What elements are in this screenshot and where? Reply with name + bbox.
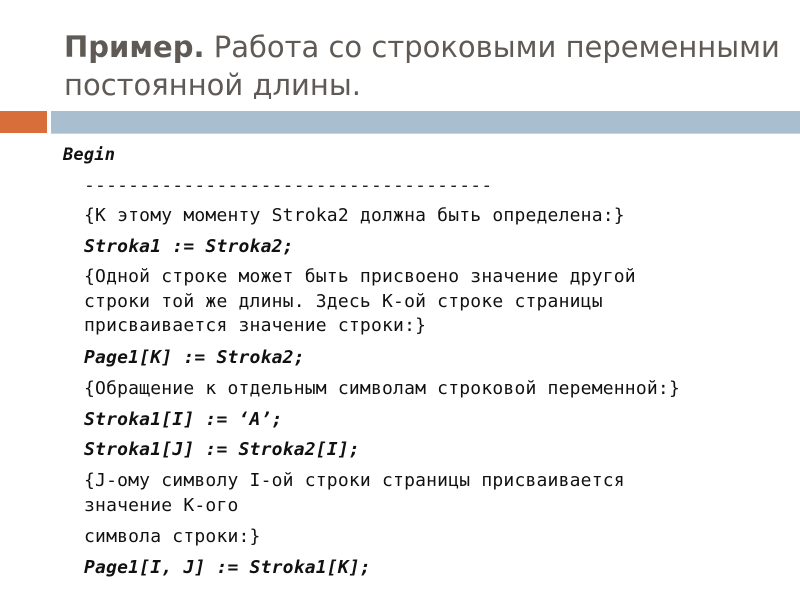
code-statement-4: Stroka1[J] := Stroka2[I];: [84, 439, 360, 460]
code-comment-4-line-2: значение К-ого: [84, 495, 239, 516]
code-comment-1: {К этому моменту Stroka2 должна быть определена:}: [84, 205, 625, 226]
code-statement-1: Stroka1 := Stroka2;: [84, 236, 294, 257]
code-statement-3: Stroka1[I] := ‘A’;: [84, 409, 283, 430]
code-comment-4-line-1: {J-ому символу I-ой строки страницы присваивается: [84, 470, 625, 491]
code-begin: Begin: [63, 145, 116, 165]
code-statement-2: Page1[K] := Stroka2;: [84, 347, 305, 368]
title-rest: Работа со строковыми переменными постоянной длины.: [64, 30, 780, 102]
code-statement-5: Page1[I, J] := Stroka1[K];: [84, 557, 371, 578]
code-separator: -------------------------------------: [84, 175, 493, 196]
code-comment-3: {Обращение к отдельным символам строковой переменной:}: [84, 378, 680, 399]
code-comment-2-line-3: присваивается значение строки:}: [84, 315, 427, 336]
code-comment-2-line-1: {Одной строке может быть присвоено значение другой: [84, 266, 636, 287]
title-lead: Пример.: [64, 30, 205, 64]
code-comment-2-line-2: строки той же длины. Здесь К-ой строке страницы: [84, 291, 603, 312]
code-comment-4-line-3: символа строки:}: [84, 526, 261, 547]
